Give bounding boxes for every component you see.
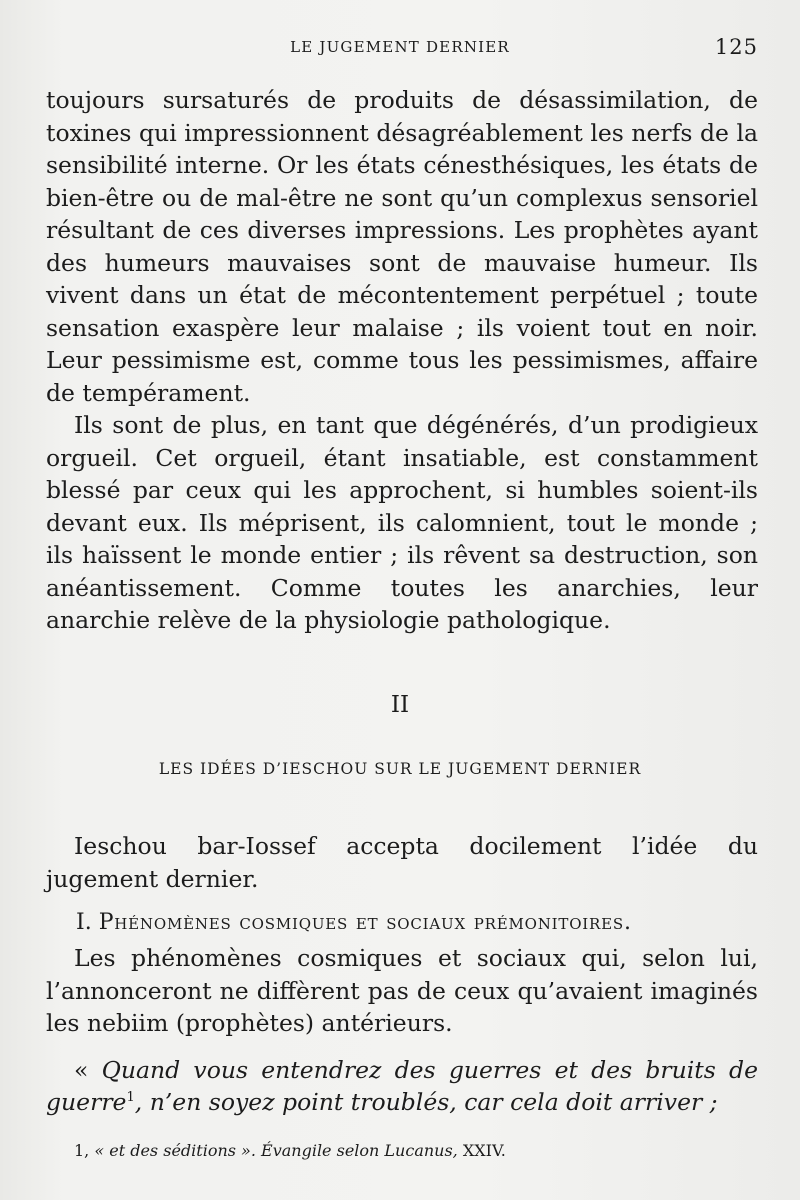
gospel-quote: [46, 1054, 758, 1119]
footnote-number: 1,: [74, 1141, 90, 1160]
paragraph-continued: toujours sursaturés de produits de désassimilation, de toxines qui impressionnent désagréablement les nerfs de la sensibilité interne. Or les états cénesthésiques, les états de bien-être ou de mal-être ne sont qu’un complexus sensoriel résultant de ces diverses impressions. Les prophètes ayant des humeurs mauvaises sont de mauvaise humeur. Ils vivent dans un état de mécontentement perpétuel ; toute sensation exaspère leur malaise ; ils voient tout en noir. Leur pessimisme est, comme tous les pessimismes, affaire de tempérament.: [46, 86, 758, 407]
subsection-block: [46, 942, 758, 1119]
subsection-paragraph: Les phénomènes cosmiques et sociaux qui, selon lui, l’annonceront ne diffèrent pas de ceux qu’avaient imaginés les nebiim (prophètes) antérieurs.: [46, 944, 758, 1037]
footnote: [74, 1141, 754, 1160]
footnote-source-title: Évangile selon Lucanus,: [261, 1141, 458, 1160]
section-heading: LES IDÉES D’IESCHOU SUR LE JUGEMENT DERNIER: [158, 760, 642, 778]
quote-open-mark: «: [74, 1055, 102, 1084]
subsection-heading: [76, 910, 766, 935]
quote-text-before-note: Quand vous entendrez des guerres et des bruits de guerre: [46, 1055, 758, 1116]
subsection-title: Phénomènes cosmiques et sociaux prémonitoires.: [98, 910, 632, 935]
footnote-quote: « et des séditions ».: [94, 1141, 256, 1160]
top-text-block: [46, 84, 758, 637]
intro-paragraph: Ieschou bar-Iossef accepta docilement l’idée du jugement dernier.: [46, 832, 758, 893]
quote-text-after-note: , n’en soyez point troublés, car cela doit arriver ;: [134, 1088, 718, 1116]
footnote-source-ref: XXIV.: [462, 1141, 506, 1160]
running-title: LE JUGEMENT DERNIER: [290, 38, 510, 56]
page-number: 125: [714, 35, 758, 59]
page-header: [0, 35, 800, 62]
intro-block: [46, 830, 758, 895]
subsection-numeral: I.: [76, 910, 92, 935]
paragraph-orgueil: Ils sont de plus, en tant que dégénérés, d’un prodigieux orgueil. Cet orgueil, étant insatiable, est constamment blessé par ceux qui les approchent, si humbles soient-ils devant eux. Ils méprisent, ils calomnient, tout le monde ; ils haïssent le monde entier ; ils rêvent sa destruction, son anéantissement. Comme toutes les anarchies, leur anarchie relève de la physiologie pathologique.: [46, 411, 758, 634]
part-number: II: [390, 692, 410, 718]
footnote-reference: 1: [126, 1090, 135, 1106]
